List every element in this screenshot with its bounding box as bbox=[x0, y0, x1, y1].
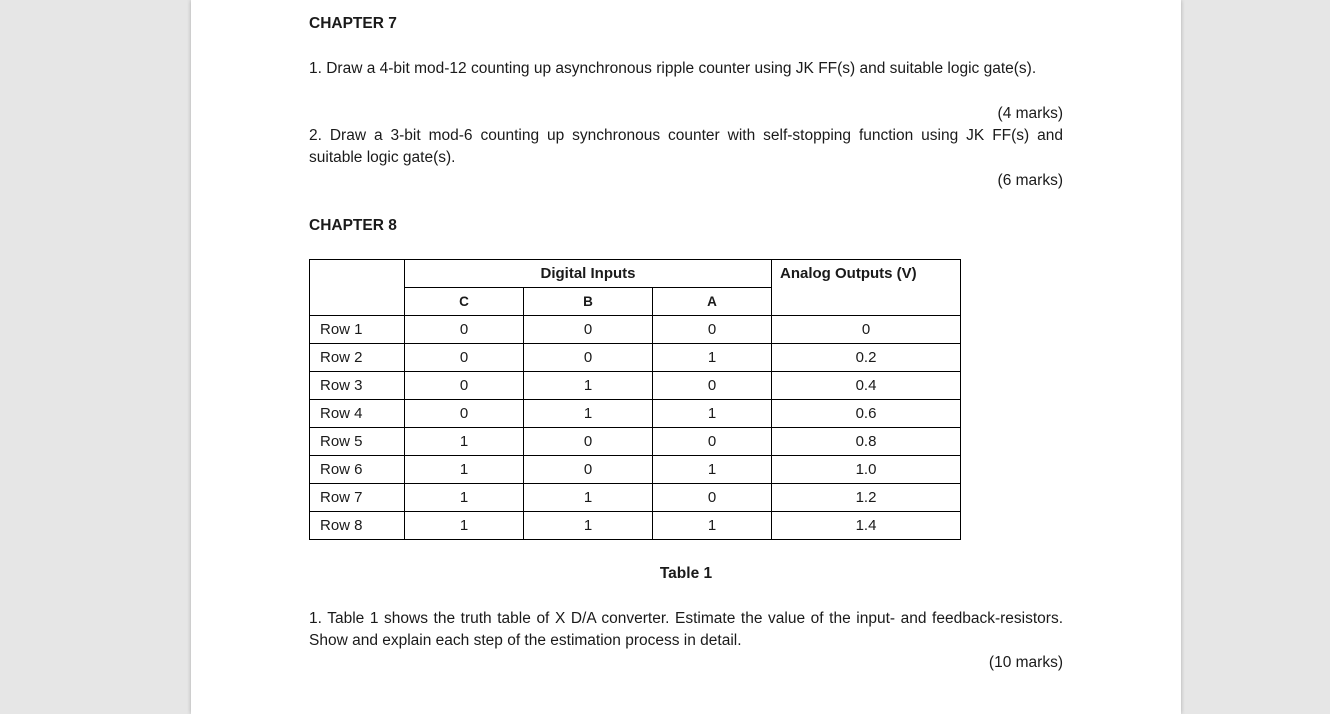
table-corner-cell bbox=[310, 260, 405, 316]
table-row: Row 5 1 0 0 0.8 bbox=[310, 428, 961, 456]
chapter7-question-1-marks: (4 marks) bbox=[997, 105, 1063, 122]
analog-outputs-header: Analog Outputs (V) bbox=[772, 260, 961, 288]
chapter8-heading: CHAPTER 8 bbox=[309, 217, 397, 234]
chapter7-question-1: 1. Draw a 4-bit mod-12 counting up asynchronous ripple counter using JK FF(s) and suitable logic gate(s). bbox=[309, 60, 1037, 77]
chapter7-question-2-marks: (6 marks) bbox=[997, 172, 1063, 189]
table-row: Row 6 1 0 1 1.0 bbox=[310, 456, 961, 484]
table-header-row bbox=[310, 260, 961, 288]
column-header-b: B bbox=[524, 288, 653, 316]
chapter7-heading: CHAPTER 7 bbox=[309, 15, 397, 32]
table-caption: Table 1 bbox=[659, 565, 713, 582]
table-row: Row 3 0 1 0 0.4 bbox=[310, 372, 961, 400]
table-row: Row 4 0 1 1 0.6 bbox=[310, 400, 961, 428]
table-row: Row 7 1 1 0 1.2 bbox=[310, 484, 961, 512]
table-row: Row 8 1 1 1 1.4 bbox=[310, 512, 961, 540]
chapter8-question-1-marks: (10 marks) bbox=[988, 654, 1063, 671]
column-header-c: C bbox=[405, 288, 524, 316]
table-row: Row 1 0 0 0 0 bbox=[310, 316, 961, 344]
table-row: Row 2 0 0 1 0.2 bbox=[310, 344, 961, 372]
table-subheader-row bbox=[310, 288, 961, 316]
document-page bbox=[191, 0, 1181, 714]
chapter8-question-1: 1. Table 1 shows the truth table of X D/A converter. Estimate the value of the input- and feedback-resistors. Show and explain each step of the estimation process in detail. bbox=[309, 610, 1063, 649]
chapter7-question-2: 2. Draw a 3-bit mod-6 counting up synchronous counter with self-stopping function using JK FF(s) and suitable logic gate(s). bbox=[309, 127, 1063, 166]
digital-inputs-header: Digital Inputs bbox=[524, 260, 653, 288]
column-header-a: A bbox=[653, 288, 772, 316]
truth-table bbox=[309, 259, 961, 540]
